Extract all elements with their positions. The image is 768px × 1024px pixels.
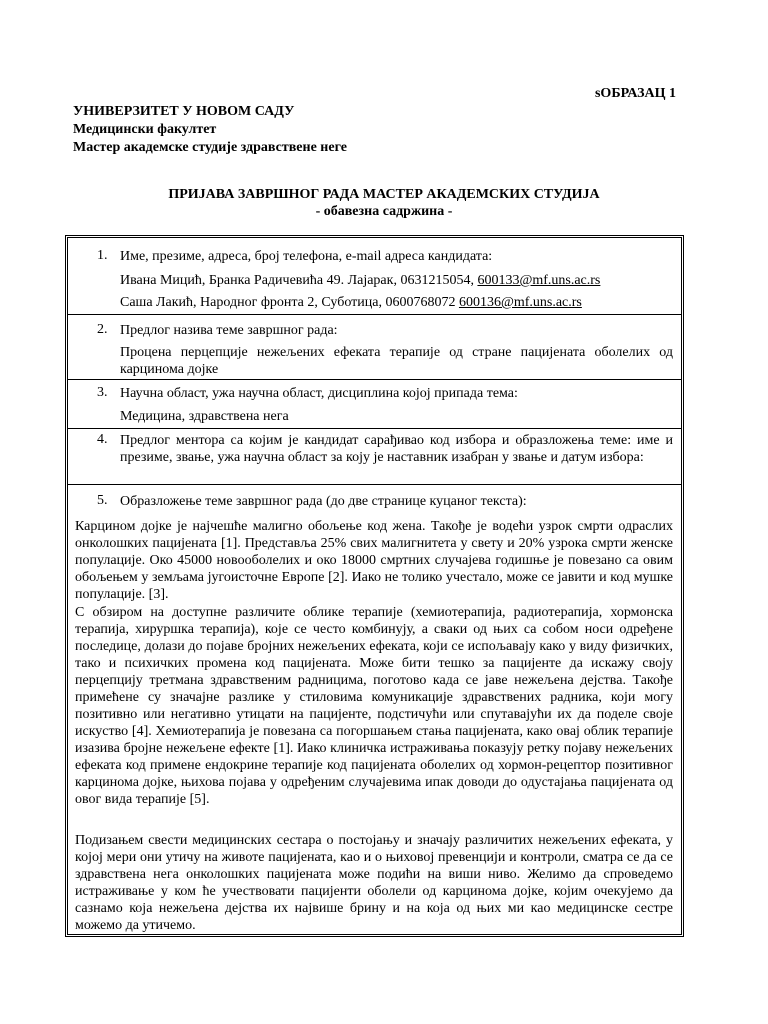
paragraph: Подизањем свести медицинских сестара о постојању и значају различитих нежељених ефеката, у којој мери они утичу на животе пацијената, као и о њиховој превенцији и контроли, сматра се да се здравствена нега онколошких пацијената може подићи на виши ниво. Желимо да спроведемо истраживање у ком ће учествовати пацијенти оболели од карцинома дојке, којим очекујемо да сазнамо која нежељена дејства их највише брину и на која од њих ми као медицинске сестре можемо да утичемо. (75, 833, 673, 933)
document-title (0, 186, 768, 220)
paragraph: Карцином дојке је најчешће малигно обољење код жена. Такође је водећи узрок смрти одраслих онколошких пацијената [1]. Представља 25% свих малигнитета у свету и 20% узрока смрти женске популације. Око 45000 новооболелих и око 18000 смртних случајева годишње је повезано са овим обољењем у земљама југоисточне Европе [2]. Иако не толико учестало, може се јавити и код мушке популације. [3]. (75, 519, 673, 602)
scientific-field: Медицина, здравствена нега (120, 409, 289, 424)
university-name: УНИВЕРЗИТЕТ У НОВОМ САДУ (73, 104, 295, 119)
section-number: 2. (97, 322, 108, 337)
section-number: 1. (97, 248, 108, 263)
section-label: Образложење теме завршног рада (до две странице куцаног текста): (120, 494, 527, 509)
section-4 (68, 428, 681, 485)
faculty-name: Медицински факултет (73, 122, 217, 137)
section-number: 4. (97, 432, 108, 447)
title-sub: - обавезна садржина - (315, 204, 453, 219)
section-label: Предлог назива теме завршног рада: (120, 323, 338, 338)
section-number: 5. (97, 493, 108, 508)
form-number: sОБРАЗАЦ 1 (594, 86, 676, 101)
candidate-1-email-link[interactable]: 600133@mf.uns.ac.rs (477, 273, 601, 288)
section-label: Научна област, ужа научна област, дисциплина којој припада тема: (120, 386, 518, 401)
candidate-2-email-link[interactable]: 600136@mf.uns.ac.rs (458, 295, 582, 310)
candidate-2-details: Саша Лакић, Народног фронта 2, Суботица, 0600768072 (120, 295, 459, 310)
section-1 (68, 238, 681, 315)
candidate-1 (120, 272, 673, 289)
form-table (65, 235, 684, 937)
title-main: ПРИЈАВА ЗАВРШНОГ РАДА МАСТЕР АКАДЕМСКИХ СТУДИЈА (168, 187, 600, 202)
paragraph: С обзиром на доступне различите облике терапије (хемиотерапија, радиотерапија, хормонска терапија, хируршка терапија), које се често комбинују, а сваки од њих са собом носи одређене последице, долази до појаве бројних нежељених ефеката, који се испољавају како у виду физичких, тако и психичких промена код пацијената. Може бити тешко за пацијенте да искажу своју перцепцију третмана здравственим радницима, поготово када се јаве нежељена дејства. Такође примећене су значајне разлике у стиловима комуникације здравствених радника, који могу позитивно или негативно утицати на пацијенте, подстичући или спутавајући их да поделе своје искуство [4]. Хемиотерапија је повезана са погоршањем стања пацијената, како овај облик терапије изазива бројне нежељене ефекте [1]. Иако клиничка истраживања показују ретку појаву нежељених ефеката код примене ендокрине терапије код пацијената оболелих од хормон-рецептор позитивног карцинома дојке, њихова појава у одређеним случајевима ипак доводи до одустајања пацијената од овог вида терапије [5]. (75, 605, 673, 807)
institution-header (73, 103, 347, 157)
section-2 (68, 314, 681, 380)
section-label: Предлог ментора са којим је кандидат сарађивао код избора и образложења теме: име и презиме, звање, ужа научна област за коју је наставник изабран у звање и датум избора: (120, 433, 673, 465)
section-3 (68, 379, 681, 429)
section-label: Име, презиме, адреса, број телефона, e-mail адреса кандидата: (120, 249, 493, 264)
thesis-topic: Процена перцепције нежељених ефеката терапије од стране пацијената оболелих од карцинома дојке (120, 345, 673, 377)
program-name: Мастер академске студије здравствене неге (73, 140, 347, 155)
section-5 (68, 484, 681, 934)
candidate-1-details: Ивана Мицић, Бранка Радичевића 49. Лајарак, 0631215054, (120, 273, 478, 288)
section-number: 3. (97, 385, 108, 400)
candidate-2 (120, 294, 673, 311)
